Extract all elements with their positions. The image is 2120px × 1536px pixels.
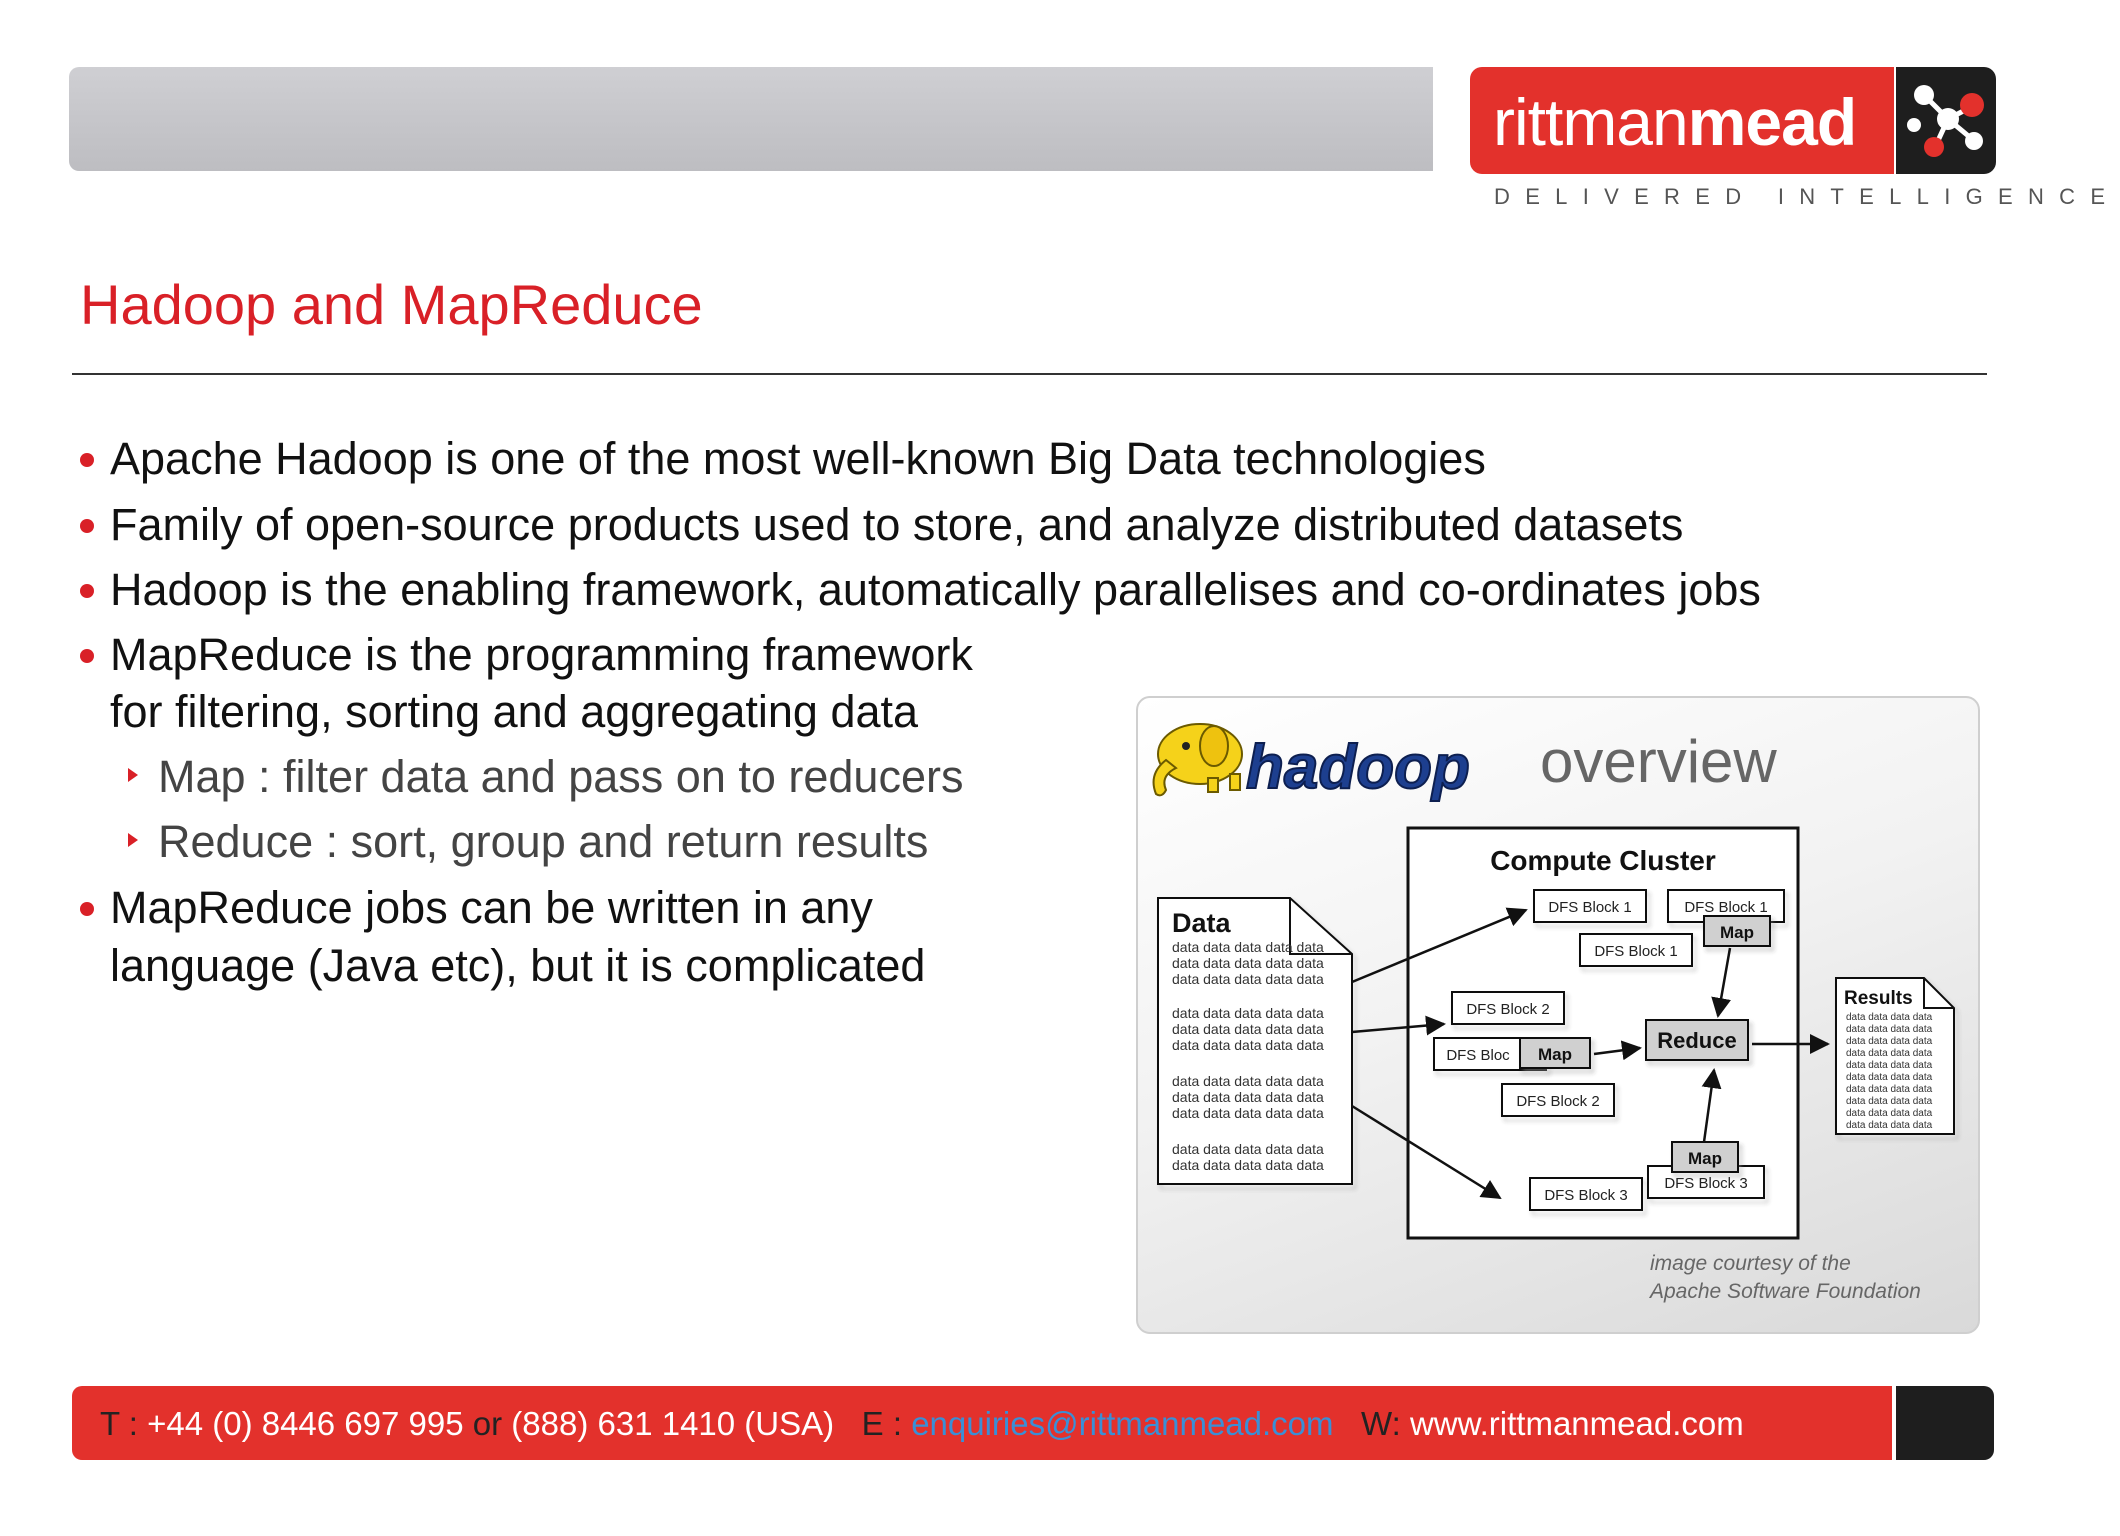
results-line: data data data data — [1846, 1048, 1933, 1059]
triangle-bullet-icon — [128, 833, 138, 847]
results-line: data data data data — [1846, 1072, 1933, 1083]
web-label: W: — [1361, 1405, 1401, 1442]
title-divider — [72, 373, 1987, 375]
phone-us: (888) 631 1410 (USA) — [511, 1405, 835, 1442]
credit-text: image courtesy of the — [1650, 1252, 1851, 1275]
credit-text: Apache Software Foundation — [1650, 1280, 1921, 1303]
results-document — [1836, 978, 1954, 1134]
footer-contact — [100, 1404, 1744, 1444]
data-line: data data data data data — [1172, 1073, 1324, 1089]
results-line: data data data data — [1846, 1024, 1933, 1035]
bullet-text: Hadoop is the enabling framework, automatically parallelises and co-ordinates jobs — [110, 564, 1761, 615]
phone-uk: +44 (0) 8446 697 995 — [147, 1405, 464, 1442]
bullet-text: MapReduce jobs can be written in any — [110, 882, 873, 933]
dfs-block-label: DFS Block 2 — [1466, 1001, 1550, 1018]
hadoop-overview-figure — [1136, 696, 1980, 1334]
results-line: data data data data — [1846, 1120, 1933, 1131]
bullet-text: Apache Hadoop is one of the most well-known Big Data technologies — [110, 433, 1486, 484]
overview-heading: overview — [1540, 728, 1777, 795]
dfs-block-label: DFS Block 2 — [1516, 1093, 1600, 1110]
hadoop-elephant-icon — [1154, 724, 1242, 795]
logo-molecule-icon — [1896, 67, 1996, 174]
phone-label: T : — [100, 1405, 138, 1442]
bullet-continuation: language (Java etc), but it is complicated — [110, 940, 926, 991]
dfs-block-label: DFS Block 1 — [1594, 943, 1678, 960]
dfs-block-label: DFS Block 1 — [1684, 899, 1768, 916]
data-line: data data data data data — [1172, 1141, 1324, 1157]
data-line: data data data data data — [1172, 1005, 1324, 1021]
logo-light-text: rittman — [1493, 85, 1688, 159]
data-line: data data data data data — [1172, 971, 1324, 987]
logo-tagline: DELIVERED INTELLIGENCE — [1494, 184, 2120, 209]
dfs-block-label: DFS Bloc — [1446, 1047, 1510, 1064]
footer-dark-block — [1896, 1386, 1994, 1460]
dfs-block-label: DFS Block 3 — [1664, 1175, 1748, 1192]
logo-bold-text: mead — [1687, 85, 1857, 159]
results-line: data data data data — [1846, 1084, 1933, 1095]
results-line: data data data data — [1846, 1012, 1933, 1023]
data-line: data data data data data — [1172, 1037, 1324, 1053]
bullet-dot-icon — [80, 584, 94, 598]
data-line: data data data data data — [1172, 1021, 1324, 1037]
or-word: or — [472, 1405, 503, 1442]
data-line: data data data data data — [1172, 939, 1324, 955]
compute-cluster-label: Compute Cluster — [1490, 845, 1716, 876]
bullet-item — [110, 879, 873, 937]
bullet-item — [110, 430, 1486, 488]
email-link[interactable]: enquiries@rittmanmead.com — [911, 1405, 1334, 1442]
sub-bullet-item — [158, 748, 963, 806]
bullet-item — [110, 496, 1683, 554]
results-line: data data data data — [1846, 1108, 1933, 1119]
sub-bullet-text: Reduce : sort, group and return results — [158, 816, 929, 867]
bullet-item — [110, 626, 973, 684]
bullet-dot-icon — [80, 902, 94, 916]
data-line: data data data data data — [1172, 1089, 1324, 1105]
data-line: data data data data data — [1172, 955, 1324, 971]
bullet-text: MapReduce is the programming framework — [110, 629, 973, 680]
data-line: data data data data data — [1172, 1105, 1324, 1121]
bullet-dot-icon — [80, 519, 94, 533]
map-label: Map — [1688, 1149, 1722, 1168]
data-label: Data — [1172, 908, 1231, 938]
logo-wordmark — [1493, 84, 1856, 160]
slide-title: Hadoop and MapReduce — [80, 273, 703, 336]
bullet-dot-icon — [80, 649, 94, 663]
dfs-block-label: DFS Block 1 — [1548, 899, 1632, 916]
bullet-item — [110, 561, 1761, 619]
results-line: data data data data — [1846, 1060, 1933, 1071]
results-line: data data data data — [1846, 1096, 1933, 1107]
results-label: Results — [1844, 988, 1913, 1009]
header-bar — [69, 67, 1433, 171]
web-link[interactable]: www.rittmanmead.com — [1409, 1405, 1744, 1442]
results-line: data data data data — [1846, 1036, 1933, 1047]
sub-bullet-text: Map : filter data and pass on to reducers — [158, 751, 964, 802]
map-label: Map — [1538, 1045, 1572, 1064]
bullet-dot-icon — [80, 453, 94, 467]
map-label: Map — [1720, 923, 1754, 942]
hadoop-brand-text: hadoop — [1246, 733, 1470, 802]
sub-bullet-item — [158, 813, 928, 871]
email-label: E : — [861, 1405, 903, 1442]
dfs-block-label: DFS Block 3 — [1544, 1187, 1628, 1204]
reduce-label: Reduce — [1657, 1028, 1737, 1053]
triangle-bullet-icon — [128, 768, 138, 782]
data-document — [1158, 898, 1352, 1184]
bullet-continuation: for filtering, sorting and aggregating data — [110, 686, 919, 737]
data-line: data data data data data — [1172, 1157, 1324, 1173]
bullet-text: Family of open-source products used to store, and analyze distributed datasets — [110, 499, 1684, 550]
